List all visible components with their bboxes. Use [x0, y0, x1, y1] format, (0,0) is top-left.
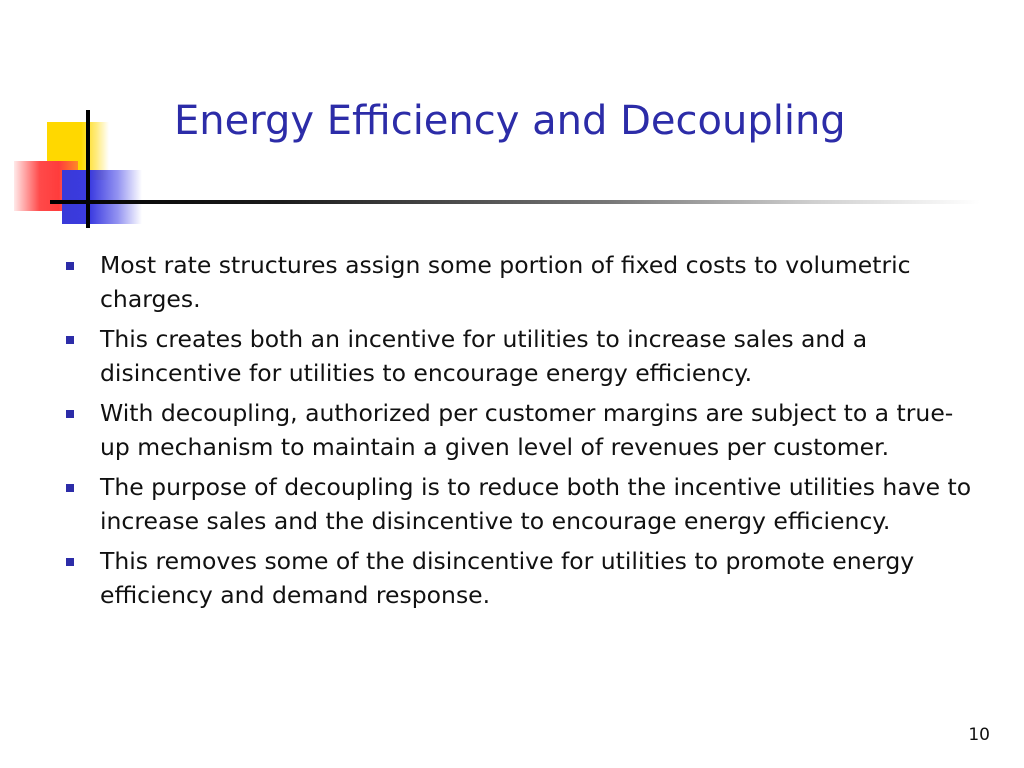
square-bullet-icon: [66, 484, 74, 492]
bullet-list: [60, 248, 972, 618]
bullet-text: The purpose of decoupling is to reduce both the incentive utilities have to increase sales and the disincentive to encourage energy efficiency.: [100, 473, 972, 535]
bullet-item: [60, 544, 972, 612]
bullet-item: [60, 248, 972, 316]
square-bullet-icon: [66, 336, 74, 344]
vertical-line-decoration: [86, 110, 90, 228]
square-bullet-icon: [66, 262, 74, 270]
bullet-item: [60, 396, 972, 464]
square-bullet-icon: [66, 410, 74, 418]
bullet-text: This creates both an incentive for utilities to increase sales and a disincentive for utilities to encourage energy efficiency.: [100, 325, 868, 387]
slide-title: Energy Efficiency and Decoupling: [174, 98, 846, 144]
square-bullet-icon: [66, 558, 74, 566]
bullet-item: [60, 322, 972, 390]
title-underline-rule: [50, 200, 980, 204]
blue-square-decoration: [62, 170, 142, 224]
bullet-text: With decoupling, authorized per customer margins are subject to a true-up mechanism to maintain a given level of revenues per customer.: [100, 399, 954, 461]
page-number: 10: [968, 725, 990, 745]
bullet-item: [60, 470, 972, 538]
bullet-text: This removes some of the disincentive for utilities to promote energy efficiency and demand response.: [100, 547, 915, 609]
decorative-squares: [0, 0, 180, 240]
bullet-text: Most rate structures assign some portion of fixed costs to volumetric charges.: [100, 251, 911, 313]
